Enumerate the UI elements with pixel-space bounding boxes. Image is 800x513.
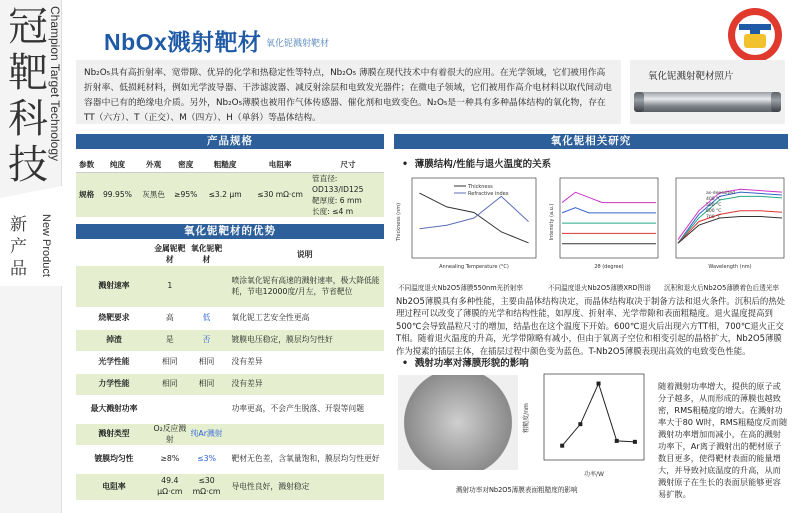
roughness-series-point (578, 422, 582, 426)
caption-afm: 溅射功率对Nb2O5薄膜表面粗糙度的影响 (456, 486, 578, 494)
adv-metal: 是 (152, 330, 188, 352)
adv-label: 最大溅射功率 (76, 396, 152, 424)
adv-label: 电阻率 (76, 474, 152, 500)
adv-metal: O₂反应溅射 (153, 424, 187, 444)
roughness-series-point (560, 444, 564, 448)
research-paragraph: Nb2O5薄膜具有多种性能，主要由晶体结构决定，而晶体结构取决于制备方法和退火条件。沉积后的热处理过程可以改变了薄膜的光学和结构性能，如厚度、折射率、光学带隙和表面粗糙度。退火温度提高到500℃会导致晶粒尺寸的增加，结晶也在这个温度下开始。600℃退火后出现六方TT相，700℃退火正交T相。随着退火温度的升高，光学带隙略有减小，但由于氧离子空位和相变引起的晶格扩大，Nb2O5薄膜作为搅素的插层主体，在插层过程中颜色变为蓝色。T-Nb2O5薄膜表现出高效的电致变色性能。 (396, 296, 785, 356)
sidebar (0, 0, 62, 513)
spec-header: 外观 (138, 158, 170, 172)
chart2-frame (560, 178, 658, 258)
afm-surface-image (398, 375, 518, 470)
adv-oxide: 相同 (188, 374, 226, 396)
adv-desc: 镀膜电压稳定，膜层均匀性好 (225, 330, 384, 352)
company-logo-icon (726, 6, 784, 64)
caption-chart1: 不同温度退火Nb2O5薄膜550nm光折射率 (398, 284, 524, 292)
adv-metal: 相同 (152, 374, 188, 396)
adv-desc (225, 424, 384, 446)
target-tube-image (636, 92, 780, 112)
adv-header: 氧化铌靶材 (190, 244, 223, 264)
caption-chart2: 不同温度退火Nb2O5薄膜XRD图谱 (548, 284, 651, 292)
chart3-legend: 500 °C (706, 203, 722, 208)
adv-desc: 氧化铌工艺安全性更高 (225, 308, 384, 330)
bullet-power: • 溅射功率对薄膜形貌的影响 (402, 358, 529, 369)
spec-table (76, 158, 384, 217)
intro-text: Nb₂O₅具有高折射率、宽带隙、优异的化学和热稳定性等特点，Nb₂O₅ 薄膜在现代技术中有着很大的应用。在光学领域，它们被用作高折射率、低损耗材料，例如光学波导器、干涉滤波器、减反射涂层和电致发光器件；在微电子领域，它们被用作高介电材料以取代间动电容器中已有的绝缘电介质。另外，Nb₂O₅薄膜也被用作气体传感器、催化剂和电致变色。N₂O₅是一种具有多种晶体结构的氧化物，存在TT（六方）、T（正交）、M（四方）、H（单斜）等晶体结构。 (76, 60, 621, 124)
adv-desc: 靶材无色差，含氧量饱和，膜层均匀性更好 (225, 446, 384, 474)
chart3-frame (676, 178, 784, 258)
adv-label: 掉渣 (76, 330, 152, 352)
spec-cell: ≤30 mΩ·cm (248, 172, 312, 217)
chart3-legend: 600 °C (706, 209, 722, 214)
new-product-tab-cn: 新产品 (10, 215, 27, 279)
spec-header: 纯度 (97, 158, 137, 172)
adv-oxide (188, 396, 226, 424)
spec-cell: 灰黑色 (138, 172, 170, 217)
page-subtitle: 氧化铌溅射靶材 (266, 39, 330, 49)
caption-chart3: 沉积和退火后Nb2O5薄膜着色后透光率 (664, 284, 780, 292)
adv-label: 溅射类型 (76, 424, 152, 446)
adv-oxide: 相同 (188, 352, 226, 374)
roughness-series-point (633, 440, 637, 444)
chart1-xlabel: Annealing Temperature (°C) (439, 264, 509, 270)
adv-desc: 导电性良好，溅射稳定 (225, 474, 384, 500)
adv-label: 力学性能 (76, 374, 152, 396)
chart1-legend-1: Thickness (468, 184, 493, 190)
page-title: NbOx溅射靶材 (104, 29, 262, 55)
brand-name-en: Champion Target Technology (48, 6, 62, 161)
roughness-series-point (615, 439, 619, 443)
chart-thickness (394, 172, 544, 274)
chart-transmittance (668, 172, 788, 274)
spec-cell: ≤3.2 μm (202, 172, 248, 217)
chart1-legend-2: Refractive index (468, 191, 509, 197)
chart-xrd (548, 172, 663, 274)
chart2-ylabel: Intensity (a.u.) (549, 203, 555, 241)
adv-metal: 49.4 μΩ·cm (152, 474, 188, 500)
chart3-legend: as-deposited (706, 191, 735, 196)
adv-desc: 喷涂氧化铌有高速的溅射速率，极大降低能耗，节电12000度/月左，节省靶位 (225, 266, 384, 308)
chart3-xlabel: Wavelength (nm) (708, 264, 752, 270)
tube-cap-right (771, 92, 781, 112)
adv-label: 烧靶要求 (76, 308, 152, 330)
photo-label: 氧化铌溅射靶材照片 (648, 71, 734, 82)
adv-label: 镀膜均匀性 (76, 446, 152, 474)
research-heading: 氧化铌相关研究 (394, 134, 788, 149)
spec-cell: 规格 (76, 172, 97, 217)
advantages-heading: 氧化铌靶材的优势 (76, 224, 384, 239)
chart3-legend: 400 °C (706, 197, 722, 202)
spec-heading: 产品规格 (76, 134, 384, 149)
power-explanation: 随着溅射功率增大，提供的原子或分子越多，从而形成的薄膜也越致密，RMS粗糙度的增大。在溅射功率大于80 W时，RMS粗糙度反而随溅射功率增加而减小，在高的溅射功率下，Ar离子溅射出的靶材原子数目更多，使得靶材表面的能量增大，并导致衬底温度的升高，从而溅射原子在生长的表面层能够更容易扩散。 (658, 381, 788, 499)
spec-header: 粗糙度 (202, 158, 248, 172)
advantages-table (76, 243, 384, 500)
adv-desc: 没有差异 (225, 352, 384, 374)
adv-metal (152, 396, 188, 424)
chart4-ylabel: 粗糙度/nm (523, 403, 530, 433)
chart-roughness (522, 368, 650, 480)
adv-header (76, 243, 152, 266)
adv-metal: ≥8% (152, 446, 188, 474)
adv-oxide: 纯Ar溅射 (188, 424, 226, 446)
adv-header: 金属铌靶材 (154, 244, 186, 264)
spec-cell: ≥95% (170, 172, 202, 217)
spec-header: 参数 (76, 158, 97, 172)
brand-name-cn: 冠靶科技 (8, 4, 48, 188)
adv-oxide: ≤3% (188, 446, 226, 474)
adv-label: 光学性能 (76, 352, 152, 374)
spec-header: 密度 (170, 158, 202, 172)
spec-header: 尺寸 (312, 158, 384, 172)
adv-header: 说明 (296, 249, 313, 259)
new-product-tab-en: New Product (40, 214, 52, 277)
adv-desc: 没有差异 (225, 374, 384, 396)
adv-metal: 高 (152, 308, 188, 330)
chart4-frame (544, 374, 644, 460)
spec-header: 电阻率 (248, 158, 312, 172)
spec-cell-size: 管直径: OD133/ID125 靶厚度: 6 mm 长度: ≤4 m (312, 172, 384, 217)
chart2-xlabel: 2θ (degree) (594, 264, 624, 270)
adv-metal: 相同 (152, 352, 188, 374)
adv-desc: 功率更高，不会产生脱落、开裂等问题 (225, 396, 384, 424)
adv-oxide: ≤30 mΩ·cm (188, 474, 226, 500)
chart3-legend: 700 °C (706, 215, 722, 220)
roughness-series-point (597, 382, 601, 386)
tube-cap-left (634, 92, 644, 112)
chart4-xlabel: 功率/W (584, 471, 604, 478)
adv-oxide (188, 266, 226, 308)
chart1-ylabel: Thickness (nm) (396, 202, 402, 242)
target-photo (630, 60, 785, 124)
adv-metal: 1 (152, 266, 188, 308)
spec-cell: 99.95% (97, 172, 137, 217)
adv-label: 溅射速率 (76, 266, 152, 308)
adv-oxide: 否 (188, 330, 226, 352)
adv-oxide: 低 (188, 308, 226, 330)
bullet-annealing: • 薄膜结构/性能与退火温度的关系 (402, 159, 552, 170)
